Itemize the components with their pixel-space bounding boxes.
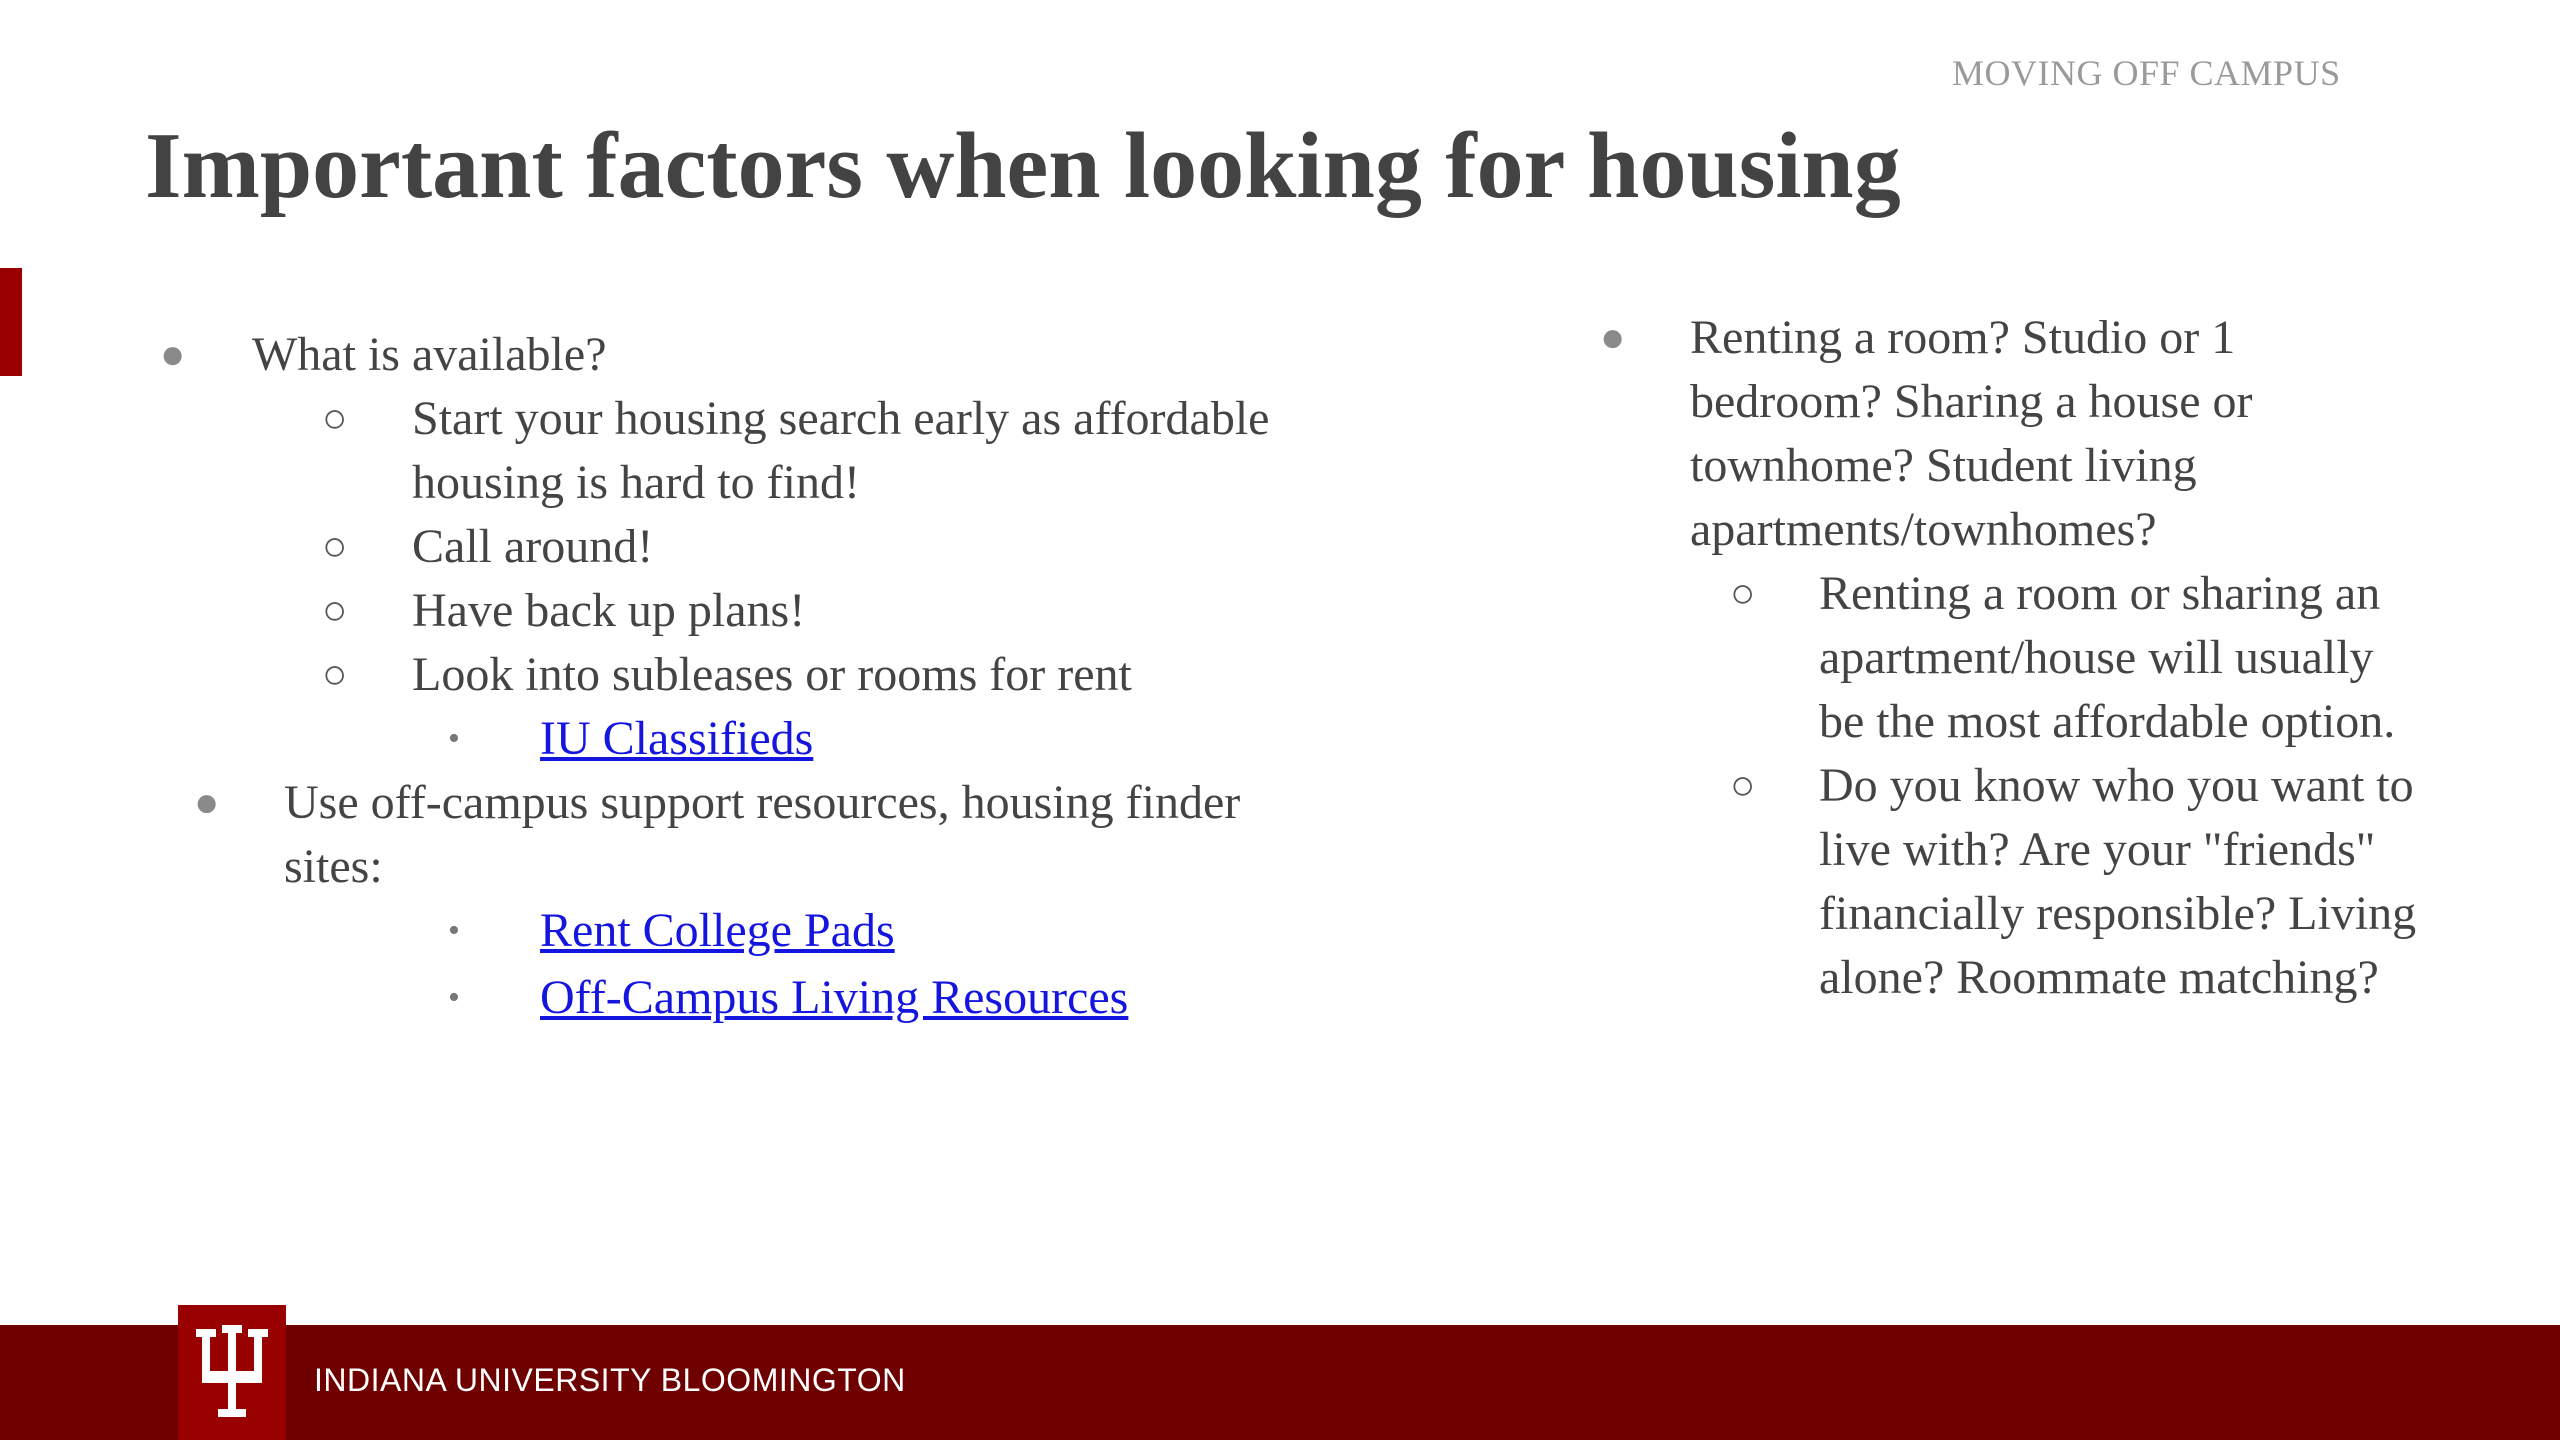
footer-institution-name: INDIANA UNIVERSITY BLOOMINGTON: [314, 1362, 906, 1398]
bullet-filled-icon: ●: [160, 332, 186, 378]
bullet-hollow-icon: ○: [322, 396, 348, 442]
bullet-hollow-icon: ○: [1730, 763, 1756, 809]
accent-tab: [0, 268, 22, 376]
list-item-off-campus-resources-line2: sites:: [284, 840, 383, 893]
list-item-off-campus-resources-line1: Use off-campus support resources, housing finder: [284, 776, 1241, 829]
list-item-renting-line1: Renting a room? Studio or 1: [1690, 311, 2236, 364]
link-rent-college-pads[interactable]: Rent College Pads: [540, 904, 895, 957]
iu-trident-logo-icon: [178, 1305, 286, 1440]
sub-item-roommates-line4: alone? Roommate matching?: [1819, 951, 2379, 1004]
list-item-renting-line2: bedroom? Sharing a house or: [1690, 375, 2253, 428]
list-item-what-is-available: What is available?: [252, 328, 607, 381]
sub-item-roommates-line2: live with? Are your "friends": [1819, 823, 2376, 876]
bullet-filled-icon: ●: [194, 780, 220, 826]
bullet-dot-icon: •: [448, 720, 460, 757]
bullet-dot-icon: •: [448, 979, 460, 1016]
link-iu-classifieds[interactable]: IU Classifieds: [540, 712, 814, 765]
section-label: MOVING OFF CAMPUS: [1952, 53, 2341, 93]
bullet-hollow-icon: ○: [322, 588, 348, 634]
sub-item-back-up-plans: Have back up plans!: [412, 584, 806, 637]
sub-item-affordable-line2: apartment/house will usually: [1819, 631, 2374, 684]
bullet-hollow-icon: ○: [322, 524, 348, 570]
sub-item-affordable-line3: be the most affordable option.: [1819, 695, 2396, 748]
sub-item-start-search-line1: Start your housing search early as affordable: [412, 392, 1270, 445]
sub-item-start-search-line2: housing is hard to find!: [412, 456, 860, 509]
link-off-campus-living-resources[interactable]: Off-Campus Living Resources: [540, 971, 1129, 1024]
sub-item-roommates-line1: Do you know who you want to: [1819, 759, 2414, 812]
bullet-hollow-icon: ○: [1730, 571, 1756, 617]
sub-item-affordable-line1: Renting a room or sharing an: [1819, 567, 2381, 620]
bullet-hollow-icon: ○: [322, 652, 348, 698]
list-item-renting-line3: townhome? Student living: [1690, 439, 2197, 492]
bullet-dot-icon: •: [448, 912, 460, 949]
sub-item-call-around: Call around!: [412, 520, 654, 573]
sub-item-subleases: Look into subleases or rooms for rent: [412, 648, 1132, 701]
slide-title: Important factors when looking for housing: [145, 114, 1901, 218]
list-item-renting-line4: apartments/townhomes?: [1690, 503, 2157, 556]
bullet-filled-icon: ●: [1600, 315, 1626, 361]
sub-item-roommates-line3: financially responsible? Living: [1819, 887, 2417, 940]
